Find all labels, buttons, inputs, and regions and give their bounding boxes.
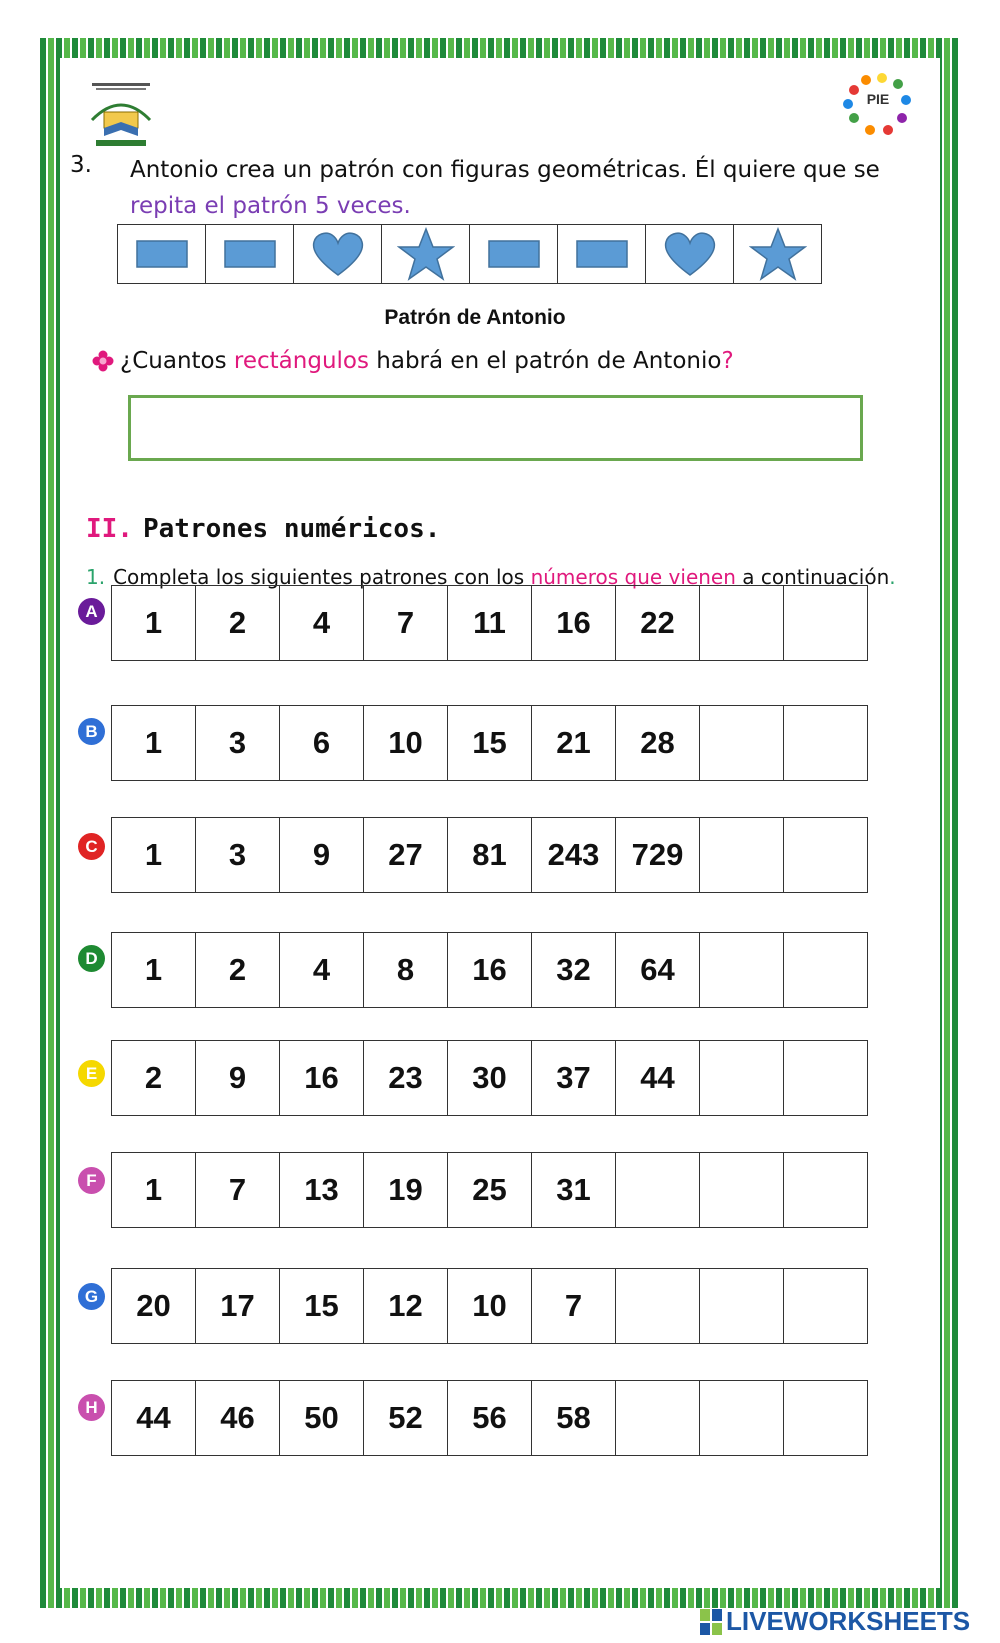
sequence-badge-e: E bbox=[78, 1060, 105, 1087]
question-mark: ? bbox=[721, 348, 734, 374]
sequence-value: 19 bbox=[364, 1153, 448, 1227]
instruction-period: . bbox=[889, 565, 896, 589]
sequence-value: 46 bbox=[196, 1381, 280, 1455]
sequence-blank-cell[interactable] bbox=[700, 1269, 784, 1343]
sequence-value: 9 bbox=[280, 818, 364, 892]
sequence-value: 1 bbox=[112, 933, 196, 1007]
sequence-value: 21 bbox=[532, 706, 616, 780]
sequence-value: 12 bbox=[364, 1269, 448, 1343]
sequence-value: 7 bbox=[196, 1153, 280, 1227]
sequence-value: 32 bbox=[532, 933, 616, 1007]
sequence-blank-cell[interactable] bbox=[700, 586, 784, 660]
sequence-value: 52 bbox=[364, 1381, 448, 1455]
question-number: 3. bbox=[70, 152, 92, 178]
sequence-blank-cell[interactable] bbox=[616, 1381, 700, 1455]
sequence-value: 1 bbox=[112, 818, 196, 892]
sequence-value: 30 bbox=[448, 1041, 532, 1115]
flower-bullet-icon bbox=[92, 350, 114, 372]
rectangle-icon bbox=[575, 239, 629, 269]
pattern-cell bbox=[118, 225, 206, 283]
rectangle-icon bbox=[135, 239, 189, 269]
question-text-highlight: repita el patrón 5 veces bbox=[130, 193, 404, 219]
heart-icon bbox=[662, 231, 718, 277]
sequence-value: 11 bbox=[448, 586, 532, 660]
instruction-text: Completa los siguientes patrones con los bbox=[113, 565, 531, 589]
sequence-blank-cell[interactable] bbox=[700, 933, 784, 1007]
sequence-value: 10 bbox=[448, 1269, 532, 1343]
question-text bbox=[130, 152, 910, 224]
sequence-row-f bbox=[111, 1152, 868, 1228]
question-text-main: Antonio crea un patrón con figuras geométricas. Él quiere que se bbox=[130, 157, 880, 183]
sequence-badge-d: D bbox=[78, 945, 105, 972]
sequence-row-c bbox=[111, 817, 868, 893]
sequence-value: 23 bbox=[364, 1041, 448, 1115]
sequence-answer-input[interactable] bbox=[701, 708, 783, 778]
sequence-value: 729 bbox=[616, 818, 700, 892]
rectangles-question bbox=[92, 348, 734, 374]
pie-logo bbox=[840, 72, 916, 136]
pattern-cell bbox=[294, 225, 382, 283]
sequence-value: 81 bbox=[448, 818, 532, 892]
sequence-row-g bbox=[111, 1268, 868, 1344]
sequence-answer-input[interactable] bbox=[701, 1383, 783, 1453]
pattern-cell bbox=[206, 225, 294, 283]
pattern-cell bbox=[558, 225, 646, 283]
sequence-answer-input[interactable] bbox=[701, 588, 783, 658]
section-title bbox=[86, 514, 440, 544]
sequence-value: 27 bbox=[364, 818, 448, 892]
sequence-answer-input[interactable] bbox=[785, 820, 867, 890]
sequence-badge-f: F bbox=[78, 1167, 105, 1194]
sequence-value: 64 bbox=[616, 933, 700, 1007]
sequence-blank-cell[interactable] bbox=[784, 1269, 868, 1343]
brand-name: LIVEWORKSHEETS bbox=[726, 1606, 971, 1636]
sequence-badge-h: H bbox=[78, 1394, 105, 1421]
sequence-value: 9 bbox=[196, 1041, 280, 1115]
sequence-value: 16 bbox=[448, 933, 532, 1007]
sequence-row-e bbox=[111, 1040, 868, 1116]
sequence-value: 31 bbox=[532, 1153, 616, 1227]
pattern-cell bbox=[470, 225, 558, 283]
answer-input[interactable] bbox=[128, 395, 863, 461]
sequence-value: 50 bbox=[280, 1381, 364, 1455]
question-keyword: rectángulos bbox=[233, 348, 369, 374]
sequence-blank-cell[interactable] bbox=[700, 1381, 784, 1455]
sequence-answer-input[interactable] bbox=[701, 1271, 783, 1341]
pattern-cell bbox=[382, 225, 470, 283]
sequence-answer-input[interactable] bbox=[785, 1383, 867, 1453]
sequence-answer-input[interactable] bbox=[617, 1383, 699, 1453]
sequence-blank-cell[interactable] bbox=[784, 706, 868, 780]
sequence-badge-b: B bbox=[78, 718, 105, 745]
sequence-blank-cell[interactable] bbox=[784, 1041, 868, 1115]
sequence-value: 243 bbox=[532, 818, 616, 892]
sequence-value: 15 bbox=[448, 706, 532, 780]
sequence-blank-cell[interactable] bbox=[700, 1041, 784, 1115]
sequence-answer-input[interactable] bbox=[617, 1155, 699, 1225]
sequence-answer-input[interactable] bbox=[785, 1155, 867, 1225]
pattern-cell bbox=[734, 225, 822, 283]
sequence-badge-c: C bbox=[78, 833, 105, 860]
rectangle-icon bbox=[223, 239, 277, 269]
sequence-value: 2 bbox=[196, 586, 280, 660]
sequence-blank-cell[interactable] bbox=[700, 706, 784, 780]
sequence-value: 20 bbox=[112, 1269, 196, 1343]
sequence-answer-input[interactable] bbox=[785, 935, 867, 1005]
rectangle-icon bbox=[487, 239, 541, 269]
sequence-badge-a: A bbox=[78, 598, 105, 625]
sequence-value: 4 bbox=[280, 586, 364, 660]
sequence-answer-input[interactable] bbox=[785, 708, 867, 778]
sequence-blank-cell[interactable] bbox=[784, 1153, 868, 1227]
heart-icon bbox=[310, 231, 366, 277]
sequence-answer-input[interactable] bbox=[785, 588, 867, 658]
sequence-value: 17 bbox=[196, 1269, 280, 1343]
sequence-value: 44 bbox=[112, 1381, 196, 1455]
sequence-value: 1 bbox=[112, 706, 196, 780]
sequence-value: 56 bbox=[448, 1381, 532, 1455]
sequence-blank-cell[interactable] bbox=[700, 1153, 784, 1227]
star-icon bbox=[397, 227, 455, 281]
question-prompt-rest: habrá en el patrón de Antonio bbox=[368, 348, 722, 374]
sequence-value: 6 bbox=[280, 706, 364, 780]
instruction-number: 1. bbox=[86, 565, 106, 589]
pattern-caption: Patrón de Antonio bbox=[384, 306, 566, 329]
sequence-value: 2 bbox=[196, 933, 280, 1007]
sequence-value: 37 bbox=[532, 1041, 616, 1115]
sequence-blank-cell[interactable] bbox=[784, 818, 868, 892]
liveworksheets-logo-icon bbox=[700, 1609, 722, 1635]
school-logo bbox=[82, 80, 160, 150]
sequence-value: 58 bbox=[532, 1381, 616, 1455]
sequence-value: 28 bbox=[616, 706, 700, 780]
svg-text:PIE: PIE bbox=[866, 91, 890, 107]
sequence-blank-cell[interactable] bbox=[784, 933, 868, 1007]
sequence-answer-input[interactable] bbox=[701, 1043, 783, 1113]
sequence-value: 22 bbox=[616, 586, 700, 660]
instruction-highlight: números que vienen bbox=[530, 565, 736, 589]
sequence-answer-input[interactable] bbox=[701, 820, 783, 890]
sequence-value: 10 bbox=[364, 706, 448, 780]
sequence-value: 1 bbox=[112, 586, 196, 660]
sequence-value: 25 bbox=[448, 1153, 532, 1227]
star-icon bbox=[749, 227, 807, 281]
sequence-blank-cell[interactable] bbox=[616, 1269, 700, 1343]
sequence-answer-input[interactable] bbox=[701, 935, 783, 1005]
sequence-value: 16 bbox=[532, 586, 616, 660]
sequence-row-d bbox=[111, 932, 868, 1008]
sequence-blank-cell[interactable] bbox=[784, 586, 868, 660]
sequence-row-h bbox=[111, 1380, 868, 1456]
sequence-value: 4 bbox=[280, 933, 364, 1007]
section-roman: II. bbox=[86, 514, 133, 544]
sequence-value: 2 bbox=[112, 1041, 196, 1115]
sequence-badge-g: G bbox=[78, 1283, 105, 1310]
sequence-value: 13 bbox=[280, 1153, 364, 1227]
sequence-value: 16 bbox=[280, 1041, 364, 1115]
sequence-value: 44 bbox=[616, 1041, 700, 1115]
sequence-value: 3 bbox=[196, 706, 280, 780]
question-prompt: ¿Cuantos bbox=[120, 348, 234, 374]
sequence-value: 8 bbox=[364, 933, 448, 1007]
sequence-blank-cell[interactable] bbox=[784, 1381, 868, 1455]
sequence-value: 15 bbox=[280, 1269, 364, 1343]
pattern-cell bbox=[646, 225, 734, 283]
shape-pattern bbox=[117, 224, 822, 284]
sequence-answer-input[interactable] bbox=[617, 1271, 699, 1341]
sequence-row-b bbox=[111, 705, 868, 781]
sequence-blank-cell[interactable] bbox=[700, 818, 784, 892]
sequence-value: 1 bbox=[112, 1153, 196, 1227]
sequence-value: 7 bbox=[532, 1269, 616, 1343]
sequence-value: 3 bbox=[196, 818, 280, 892]
instruction-text-end: a continuación bbox=[735, 565, 890, 589]
sequence-answer-input[interactable] bbox=[701, 1155, 783, 1225]
sequence-answer-input[interactable] bbox=[785, 1043, 867, 1113]
question-text-end: . bbox=[403, 193, 411, 219]
sequence-answer-input[interactable] bbox=[785, 1271, 867, 1341]
liveworksheets-brand bbox=[700, 1606, 970, 1637]
sequence-value: 7 bbox=[364, 586, 448, 660]
sequence-blank-cell[interactable] bbox=[616, 1153, 700, 1227]
section-title-text: Patrones numéricos. bbox=[142, 514, 441, 544]
sequence-row-a bbox=[111, 585, 868, 661]
